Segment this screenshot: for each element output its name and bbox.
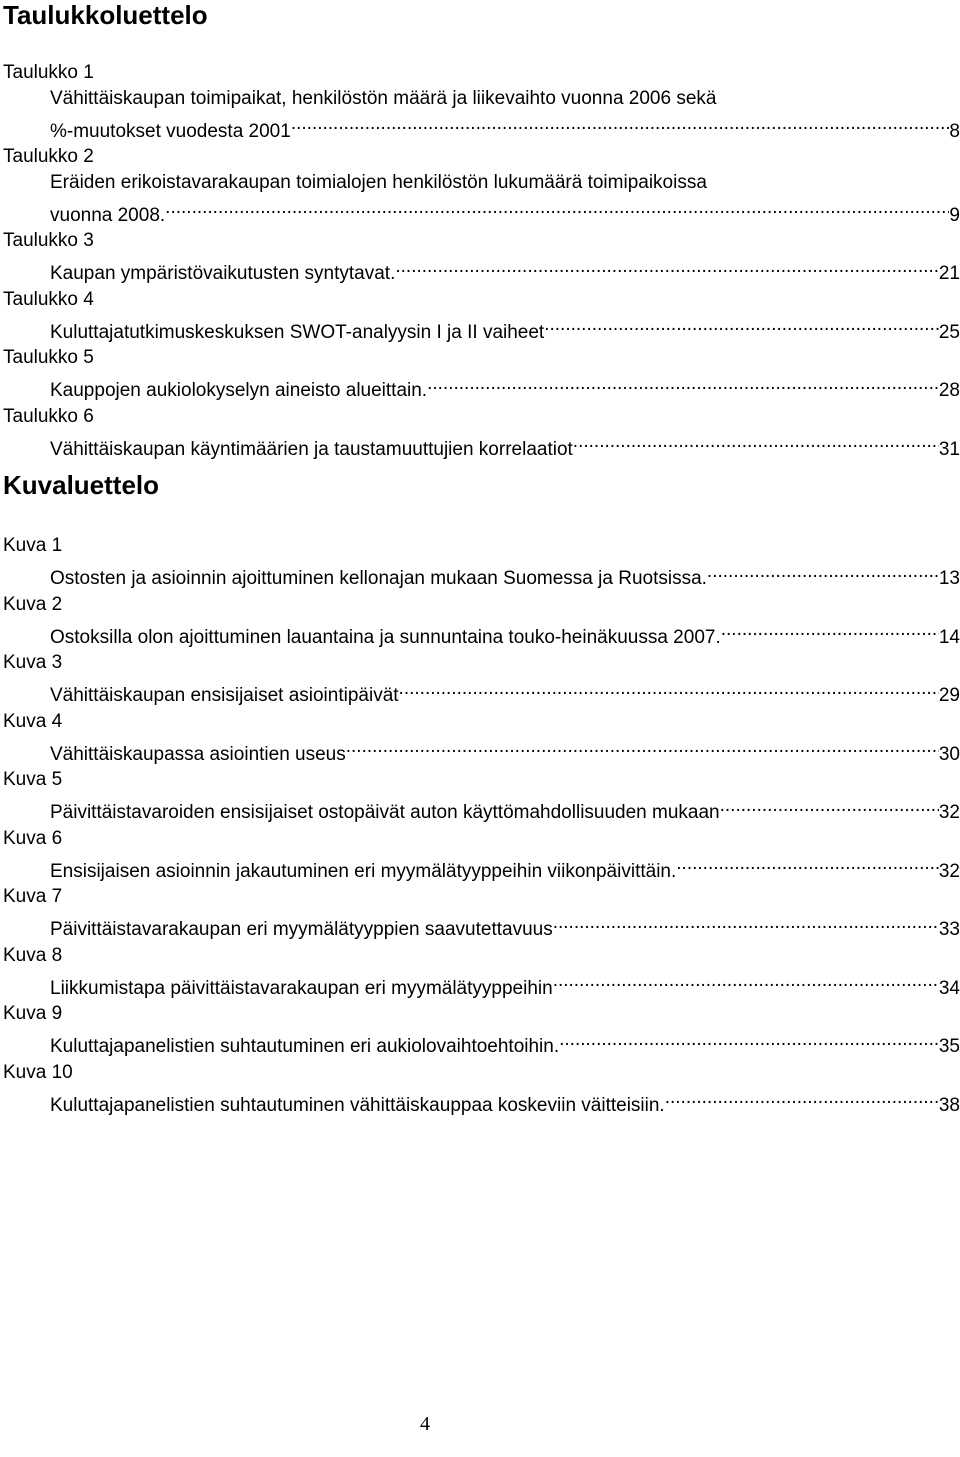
toc-entry-line <box>3 1085 960 1118</box>
toc-entry-label: Taulukko 6 <box>3 405 94 427</box>
toc-entry-label: Taulukko 1 <box>3 62 94 83</box>
toc-entry <box>3 650 960 709</box>
toc-entry-label: Kuva 2 <box>3 593 63 615</box>
toc-entry-title: Päivittäistavaroiden ensisijaiset ostopäivät auton käyttömahdollisuuden mukaan <box>50 802 720 823</box>
toc-entry-title: Päivittäistavarakaupan eri myymälätyyppien saavutettavuus <box>50 919 553 940</box>
dot-leader <box>395 254 939 280</box>
dot-leader <box>720 793 939 819</box>
toc-entry <box>3 404 960 463</box>
dot-leader <box>544 312 939 338</box>
toc-entry-title: Liikkumistapa päivittäistavarakaupan eri myymälätyyppeihin <box>50 977 553 999</box>
toc-entry <box>3 228 960 287</box>
toc-entry-title: Kuluttajatutkimuskeskuksen SWOT-analyysin I ja II vaiheet <box>50 321 545 343</box>
toc-entry-label: Kuva 3 <box>3 652 63 673</box>
toc-entry-line <box>3 851 960 884</box>
toc-entry-title: Kaupan ympäristövaikutusten syntytavat. <box>50 263 396 284</box>
dot-leader <box>165 195 949 221</box>
dot-leader <box>553 968 939 994</box>
toc-entry <box>3 1060 960 1119</box>
toc-entry-title: Vähittäiskaupan ensisijaiset asiointipäivät <box>50 685 399 706</box>
dot-leader <box>427 371 939 397</box>
toc-entry-label: Kuva 10 <box>3 1061 73 1083</box>
toc-entry-page-number: 9 <box>949 204 960 226</box>
toc-entry-page-number: 30 <box>938 743 960 765</box>
toc-entry-page-number: 35 <box>938 1036 960 1057</box>
toc-entry-page-number: 33 <box>938 919 960 940</box>
toc-entry-line <box>3 170 960 196</box>
dot-leader <box>721 617 939 643</box>
toc-entry-label: Kuva 9 <box>3 1003 63 1024</box>
toc-entry-label: Taulukko 2 <box>3 146 94 167</box>
toc-entry-page-number: 8 <box>949 120 960 142</box>
toc-entry <box>3 287 960 346</box>
toc-entry-title: vuonna 2008. <box>50 204 166 226</box>
toc-entry <box>3 826 960 885</box>
toc-entry <box>3 592 960 651</box>
toc-entry-title: Eräiden erikoistavarakaupan toimialojen henkilöstön lukumäärä toimipaikoissa <box>50 171 707 193</box>
toc-entry-line <box>3 559 960 592</box>
toc-entry-title: Ostoksilla olon ajoittuminen lauantaina ja sunnuntaina touko-heinäkuussa 2007. <box>50 626 721 648</box>
dot-leader <box>676 851 939 877</box>
toc-entry-line <box>3 676 960 709</box>
toc-entry-line <box>3 1027 960 1060</box>
toc-entry-page-number: 29 <box>938 685 960 706</box>
toc-entry-line <box>3 86 960 112</box>
dot-leader <box>707 559 939 585</box>
toc-entry-line <box>3 910 960 943</box>
toc-entry-title: Kauppojen aukiolokyselyn aineisto alueittain. <box>50 380 428 401</box>
toc-entry <box>3 767 960 826</box>
toc-entry-title: Vähittäiskaupan käyntimäärien ja taustamuuttujien korrelaatiot <box>50 438 573 460</box>
toc-entry-label: Kuva 8 <box>3 944 63 966</box>
page-number: 4 <box>420 1413 430 1435</box>
toc-entry-title: %-muutokset vuodesta 2001 <box>50 120 291 142</box>
toc-entry-page-number: 28 <box>938 380 960 401</box>
dot-leader <box>559 1027 939 1053</box>
toc-entry-label: Taulukko 4 <box>3 288 94 310</box>
toc-entry-line <box>3 111 960 144</box>
toc-entry <box>3 943 960 1002</box>
toc-entry <box>3 144 960 228</box>
toc-entry-line <box>3 429 960 462</box>
toc-entry-line <box>3 254 960 287</box>
toc-entry-title: Kuluttajapanelistien suhtautuminen vähittäiskauppaa koskeviin väitteisiin. <box>50 1094 665 1116</box>
toc-entry-page-number: 25 <box>938 321 960 343</box>
toc-entry-label: Kuva 5 <box>3 769 63 790</box>
toc-entry-page-number: 31 <box>938 438 960 460</box>
toc-entry-line <box>3 371 960 404</box>
toc-entry-label: Kuva 7 <box>3 886 63 907</box>
toc-entry-label: Taulukko 3 <box>3 230 94 251</box>
toc-entry-page-number: 13 <box>938 568 960 589</box>
toc-entry-label: Taulukko 5 <box>3 347 94 368</box>
dot-leader <box>665 1085 939 1111</box>
toc-entry-line <box>3 734 960 767</box>
toc-entry-title: Vähittäiskaupan toimipaikat, henkilöstön määrä ja liikevaihto vuonna 2006 sekä <box>50 87 717 109</box>
toc-entry-page-number: 32 <box>938 802 960 823</box>
dot-leader <box>399 676 939 702</box>
toc-entry-page-number: 14 <box>938 626 960 648</box>
toc-entry <box>3 1001 960 1060</box>
toc-entry-label: Kuva 4 <box>3 710 63 732</box>
dot-leader <box>573 429 939 455</box>
toc-entry-line <box>3 968 960 1001</box>
toc-entry-page-number: 38 <box>938 1094 960 1116</box>
toc-entry-label: Kuva 1 <box>3 535 63 556</box>
table-of-figures <box>3 533 960 1118</box>
toc-entry-label: Kuva 6 <box>3 827 63 849</box>
toc-entry <box>3 345 960 404</box>
dot-leader <box>346 734 939 760</box>
toc-entry-title: Vähittäiskaupassa asiointien useus <box>50 743 346 765</box>
figures-section-title: Kuvaluettelo <box>3 470 160 500</box>
toc-entry <box>3 533 960 592</box>
dot-leader <box>553 910 939 936</box>
toc-entry <box>3 60 960 144</box>
table-of-tables <box>3 60 960 462</box>
toc-entry-line <box>3 312 960 345</box>
toc-entry-line <box>3 617 960 650</box>
tables-section-title: Taulukkoluettelo <box>3 0 208 30</box>
toc-entry-line <box>3 195 960 228</box>
toc-entry-page-number: 32 <box>938 860 960 882</box>
toc-entry-title: Ostosten ja asioinnin ajoittuminen kellonajan mukaan Suomessa ja Ruotsissa. <box>50 568 707 589</box>
toc-entry-title: Ensisijaisen asioinnin jakautuminen eri myymälätyyppeihin viikonpäivittäin. <box>50 860 677 882</box>
dot-leader <box>291 111 950 137</box>
toc-entry-page-number: 34 <box>938 977 960 999</box>
toc-entry <box>3 884 960 943</box>
toc-entry-line <box>3 793 960 826</box>
toc-entry-page-number: 21 <box>938 263 960 284</box>
toc-entry <box>3 709 960 768</box>
toc-entry-title: Kuluttajapanelistien suhtautuminen eri aukiolovaihtoehtoihin. <box>50 1036 560 1057</box>
